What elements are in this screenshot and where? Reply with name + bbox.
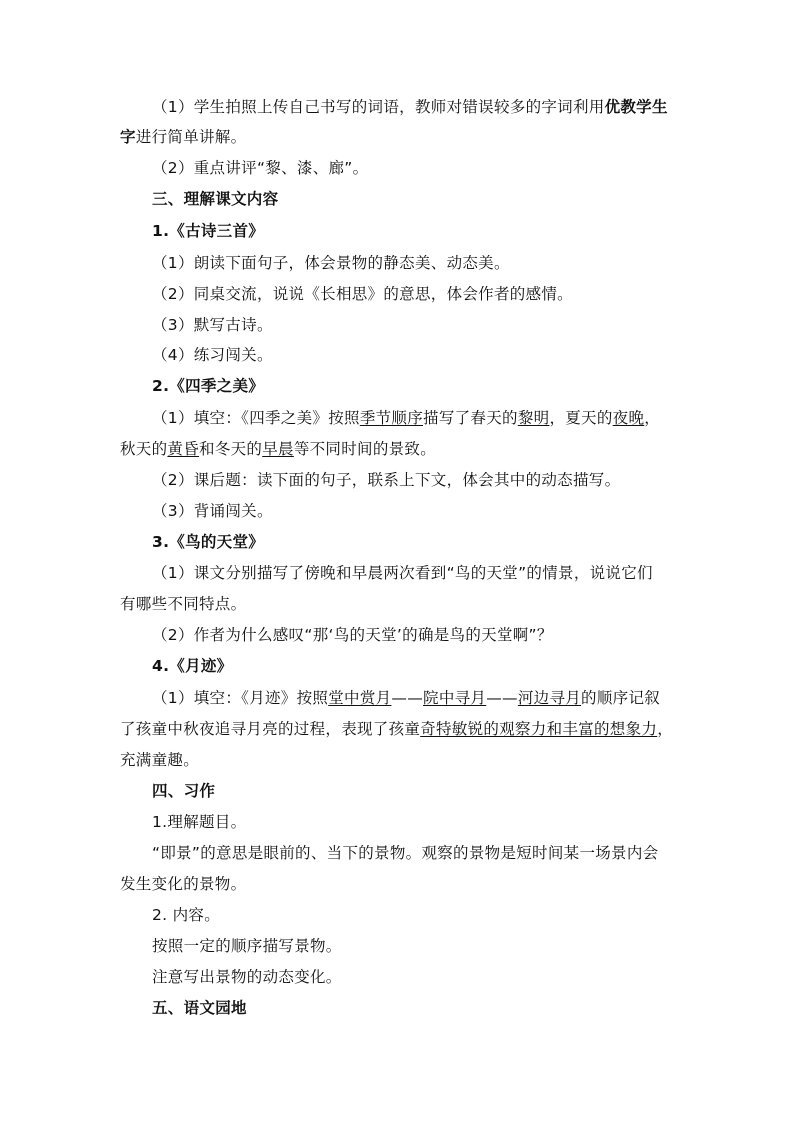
text-run: 进行简单讲解。 [135, 128, 247, 146]
text-run: ，夏天的 [549, 409, 613, 427]
paragraph-line [120, 439, 680, 459]
text-run: —— [486, 689, 518, 707]
paragraph-line: 有哪些不同特点。 [120, 595, 247, 613]
list-item [152, 688, 712, 708]
underlined-answer: 奇特敏锐的观察力和丰富的想象力 [420, 720, 658, 738]
paragraph-line: 1.理解题目。 [152, 813, 247, 831]
text-run: （1）学生拍照上传自己书写的词语，教师对错误较多的字词利用 [152, 98, 605, 116]
list-item: （3）背诵闯关。 [152, 502, 273, 520]
paragraph-line: “即景”的意思是眼前的、当下的景物。观察的景物是短时间某一场景内会 [152, 844, 659, 862]
paragraph-line [120, 127, 680, 147]
text-run: ， [644, 409, 661, 427]
paragraph-line [120, 719, 680, 739]
underlined-answer: 院中寻月 [423, 689, 487, 707]
text-run: ， [657, 720, 674, 738]
section-heading: 三、理解课文内容 [152, 190, 279, 208]
list-item: （2）课后题：读下面的句子，联系上下文，体会其中的动态描写。 [152, 471, 621, 489]
paragraph-line: 发生变化的景物。 [120, 875, 247, 893]
section-heading: 五、语文园地 [152, 999, 247, 1017]
list-item [152, 408, 712, 428]
subsection-title: 1.《古诗三首》 [152, 222, 265, 240]
underlined-answer: 黎明 [517, 409, 550, 427]
text-run: （1）填空：《四季之美》按照 [152, 409, 360, 427]
underlined-answer: 黄昏 [167, 440, 200, 458]
underlined-answer: 河边寻月 [517, 689, 582, 707]
text-run: 的顺序记叙 [581, 689, 661, 707]
text-run: 和冬天的 [199, 440, 263, 458]
underlined-answer: 夜晚 [612, 409, 645, 427]
bold-text: 优教学生 [604, 98, 668, 116]
underlined-answer: 季节顺序 [359, 409, 424, 427]
paragraph-line [152, 97, 712, 117]
bold-text: 字 [120, 128, 136, 146]
list-item: （1）课文分别描写了傍晚和早晨两次看到“鸟的天堂”的情景，说说它们 [152, 564, 653, 582]
subsection-title: 3.《鸟的天堂》 [152, 533, 265, 551]
list-item: （1）朗读下面句子，体会景物的静态美、动态美。 [152, 254, 510, 272]
subsection-title: 2.《四季之美》 [152, 377, 265, 395]
text-run: 了孩童中秋夜追寻月亮的过程，表现了孩童 [120, 720, 421, 738]
list-item: （2）同桌交流，说说《长相思》的意思，体会作者的感情。 [152, 285, 573, 303]
paragraph-line: 按照一定的顺序描写景物。 [152, 937, 342, 955]
paragraph-line: （2）重点讲评“黎、漆、廊”。 [152, 159, 369, 177]
paragraph-line: 注意写出景物的动态变化。 [152, 968, 342, 986]
text-run: 秋天的 [120, 440, 168, 458]
list-item: （4）练习闯关。 [152, 346, 273, 364]
text-run: 等不同时间的景致。 [293, 440, 437, 458]
underlined-answer: 堂中赏月 [328, 689, 392, 707]
text-run: —— [391, 689, 424, 707]
section-heading: 四、习作 [152, 782, 216, 800]
list-item: （2）作者为什么感叹“那‘鸟的天堂’的确是鸟的天堂啊”？ [152, 626, 553, 644]
text-run: 描写了春天的 [423, 409, 518, 427]
text-run: （1）填空：《月迹》按照 [152, 689, 329, 707]
list-item: （3）默写古诗。 [152, 316, 273, 334]
paragraph-line: 2. 内容。 [152, 906, 221, 924]
underlined-answer: 早晨 [262, 440, 294, 458]
subsection-title: 4.《月迹》 [152, 657, 233, 675]
paragraph-line: 充满童趣。 [120, 751, 200, 769]
